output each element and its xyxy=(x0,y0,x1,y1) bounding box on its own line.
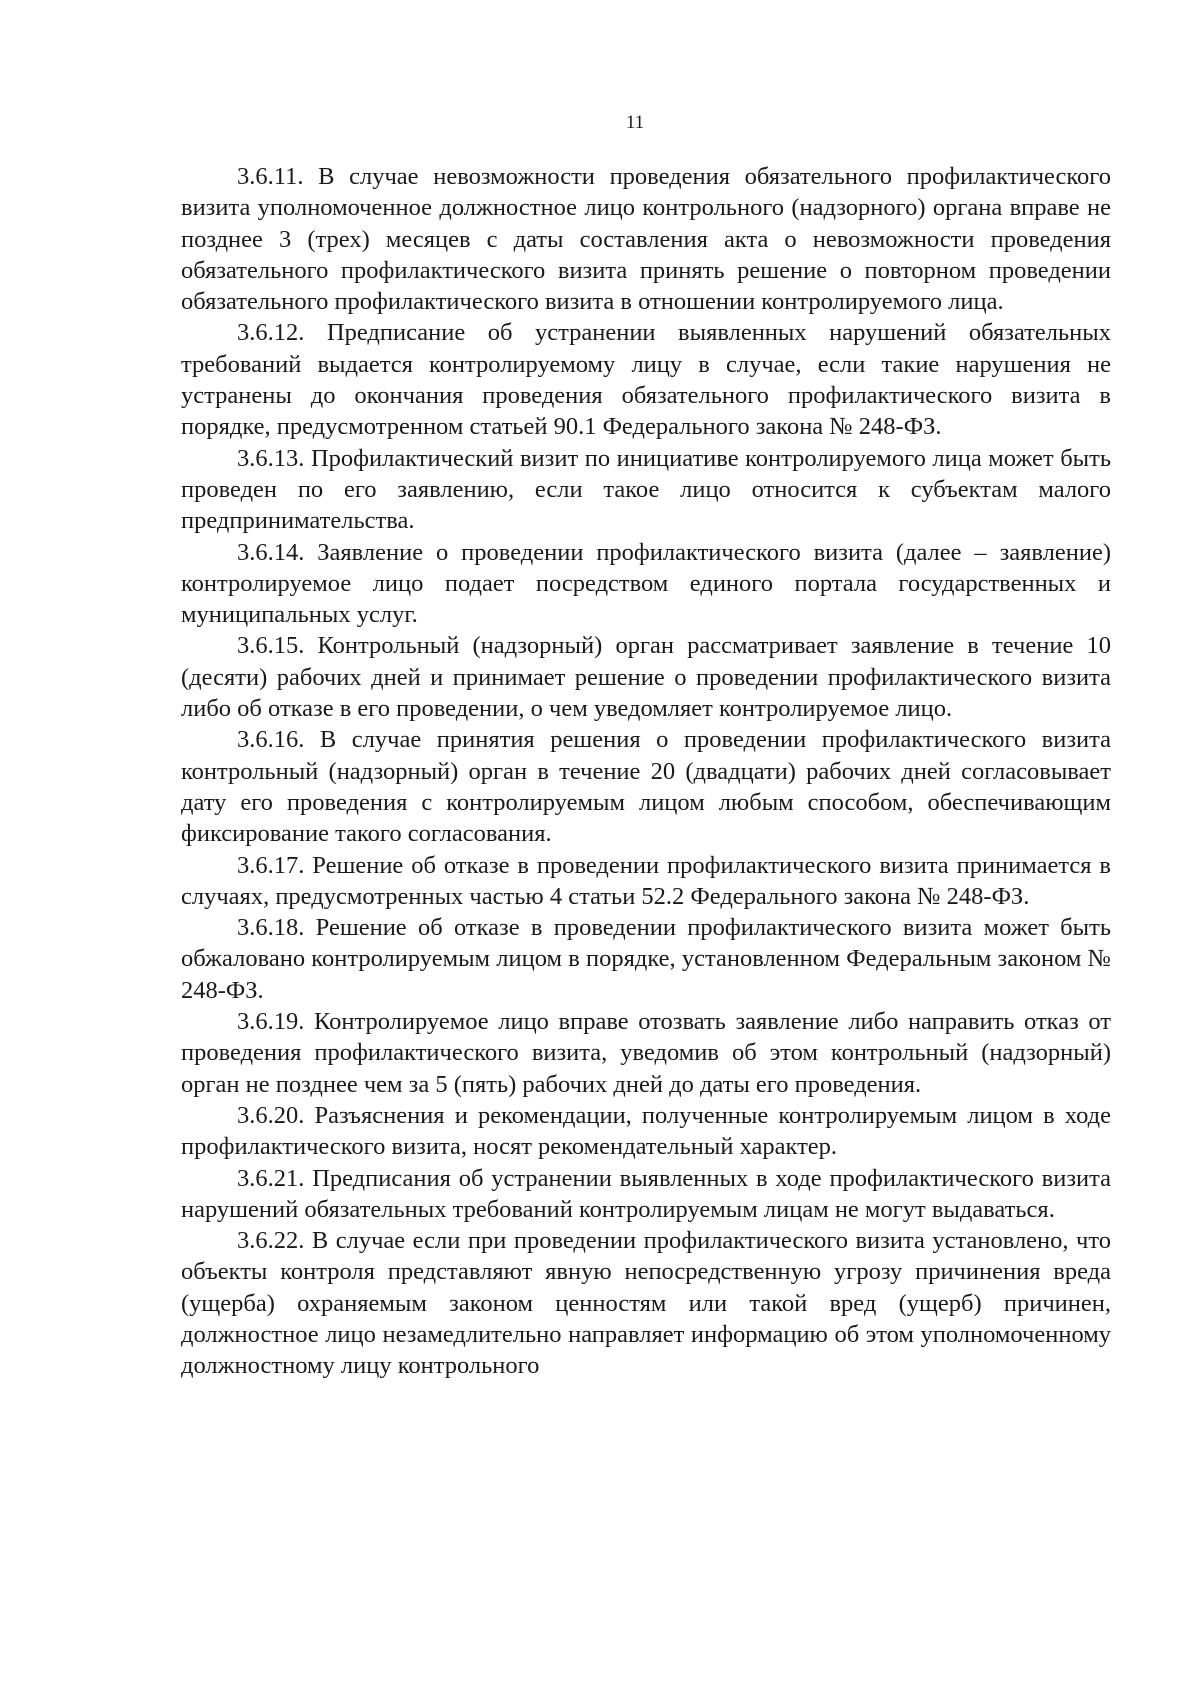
paragraph-3-6-20: 3.6.20. Разъяснения и рекомендации, полученные контролируемым лицом в ходе профилактического визита, носят рекомендательный характер. xyxy=(181,1101,1111,1161)
paragraph-3-6-11: 3.6.11. В случае невозможности проведения обязательного профилактического визита уполномоченное должностное лицо контрольного (надзорного) органа вправе не позднее 3 (трех) месяцев с даты составления акта о невозможности проведения обязательного профилактического визита принять решение о повторном проведении обязательного профилактического визита в отношении контролируемого лица. xyxy=(181,163,1111,316)
document-body xyxy=(181,161,1111,1382)
paragraph-3-6-22: 3.6.22. В случае если при проведении профилактического визита установлено, что объекты контроля представляют явную непосредственную угрозу причинения вреда (ущерба) охраняемым законом ценностям или такой вред (ущерб) причинен, должностное лицо незамедлительно направляет информацию об этом уполномоченному должностному лицу контрольного xyxy=(181,1227,1111,1380)
paragraph-3-6-16: 3.6.16. В случае принятия решения о проведении профилактического визита контрольный (надзорный) орган в течение 20 (двадцати) рабочих дней согласовывает дату его проведения с контролируемым лицом любым способом, обеспечивающим фиксирование такого согласования. xyxy=(181,726,1111,848)
paragraph-3-6-14: 3.6.14. Заявление о проведении профилактического визита (далее – заявление) контролируемое лицо подает посредством единого портала государственных и муниципальных услуг. xyxy=(181,538,1111,629)
paragraph-3-6-15: 3.6.15. Контрольный (надзорный) орган рассматривает заявление в течение 10 (десяти) рабочих дней и принимает решение о проведении профилактического визита либо об отказе в его проведении, о чем уведомляет контролируемое лицо. xyxy=(181,632,1111,723)
paragraph-3-6-13: 3.6.13. Профилактический визит по инициативе контролируемого лица может быть проведен по его заявлению, если такое лицо относится к субъектам малого предпринимательства. xyxy=(181,444,1111,535)
paragraph-3-6-19: 3.6.19. Контролируемое лицо вправе отозвать заявление либо направить отказ от проведения профилактического визита, уведомив об этом контрольный (надзорный) орган не позднее чем за 5 (пять) рабочих дней до даты его проведения. xyxy=(181,1008,1111,1098)
page-number: 11 xyxy=(625,112,645,133)
paragraph-3-6-17: 3.6.17. Решение об отказе в проведении профилактического визита принимается в случаях, предусмотренных частью 4 статьи 52.2 Федерального закона № 248-ФЗ. xyxy=(181,851,1111,910)
paragraph-3-6-21: 3.6.21. Предписания об устранении выявленных в ходе профилактического визита нарушений обязательных требований контролируемым лицам не могут выдаваться. xyxy=(181,1164,1111,1223)
paragraph-3-6-12: 3.6.12. Предписание об устранении выявленных нарушений обязательных требований выдается контролируемому лицу в случае, если такие нарушения не устранены до окончания проведения обязательного профилактического визита в порядке, предусмотренном статьей 90.1 Федерального закона № 248-ФЗ. xyxy=(181,319,1111,441)
paragraph-3-6-18: 3.6.18. Решение об отказе в проведении профилактического визита может быть обжаловано контролируемым лицом в порядке, установленном Федеральным законом № 248-ФЗ. xyxy=(181,914,1111,1004)
